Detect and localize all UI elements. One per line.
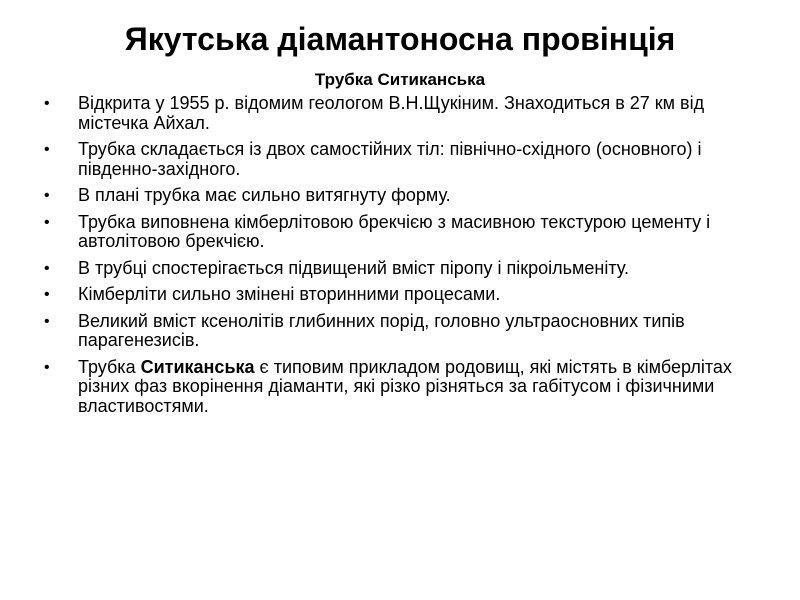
bullet-item-7: [32, 312, 762, 351]
bullet-item-8: [32, 358, 762, 417]
bullet-list: [32, 94, 762, 423]
bullet-icon: •: [44, 312, 50, 330]
bullet-icon: •: [44, 141, 50, 158]
bullet-item-4: [32, 213, 762, 252]
bullet-text: Великий вміст ксенолітів глибинних порід, головно ультраосновних типів парагенезисів.: [78, 310, 685, 350]
bullet-item-1: [32, 94, 762, 133]
bullet-text: Трубка виповнена кімберлітовою брекчією з масивною текстурою цементу і автолітовою брекчією.: [78, 211, 711, 251]
bullet-text: Кімберліти сильно змінені вторинними процесами.: [78, 284, 501, 304]
bullet-item-2: [32, 140, 762, 179]
bullet-icon: •: [44, 213, 50, 231]
bullet-text: В трубці спостерігається підвищений вміст піропу і пікроільменіту.: [78, 257, 629, 278]
bullet-text: Трубка складається із двох самостійних тіл: північно-східного (основного) і південно-західного.: [78, 139, 702, 179]
bullet-icon: •: [44, 358, 50, 376]
bullet-icon: •: [44, 259, 50, 277]
bullet-icon: •: [44, 286, 50, 303]
bullet-text-emphasis: Ситиканська: [140, 356, 255, 377]
bullet-text: Відкрита у 1955 р. відомим геологом В.Н.Щукіним. Знаходиться в 27 км від містечка Айхал.: [78, 93, 705, 133]
bullet-icon: •: [44, 187, 50, 204]
bullet-item-3: [32, 186, 762, 206]
slide-subtitle: Трубка Ситиканська: [314, 70, 486, 89]
bullet-item-6: [32, 285, 762, 305]
bullet-text: [78, 357, 732, 416]
bullet-text-before: Трубка: [78, 356, 141, 377]
slide-title: Якутська діамантоносна провінція: [124, 21, 676, 57]
bullet-item-5: [32, 259, 762, 279]
bullet-text: В плані трубка має сильно витягнуту форму.: [78, 185, 451, 205]
bullet-text-after: є типовим прикладом родовищ, які містять в кімберлітах різних фаз вкорінення діаманти, які різко різняться за габітусом і фізичними властивостями.: [78, 356, 732, 416]
bullet-icon: •: [44, 95, 50, 112]
